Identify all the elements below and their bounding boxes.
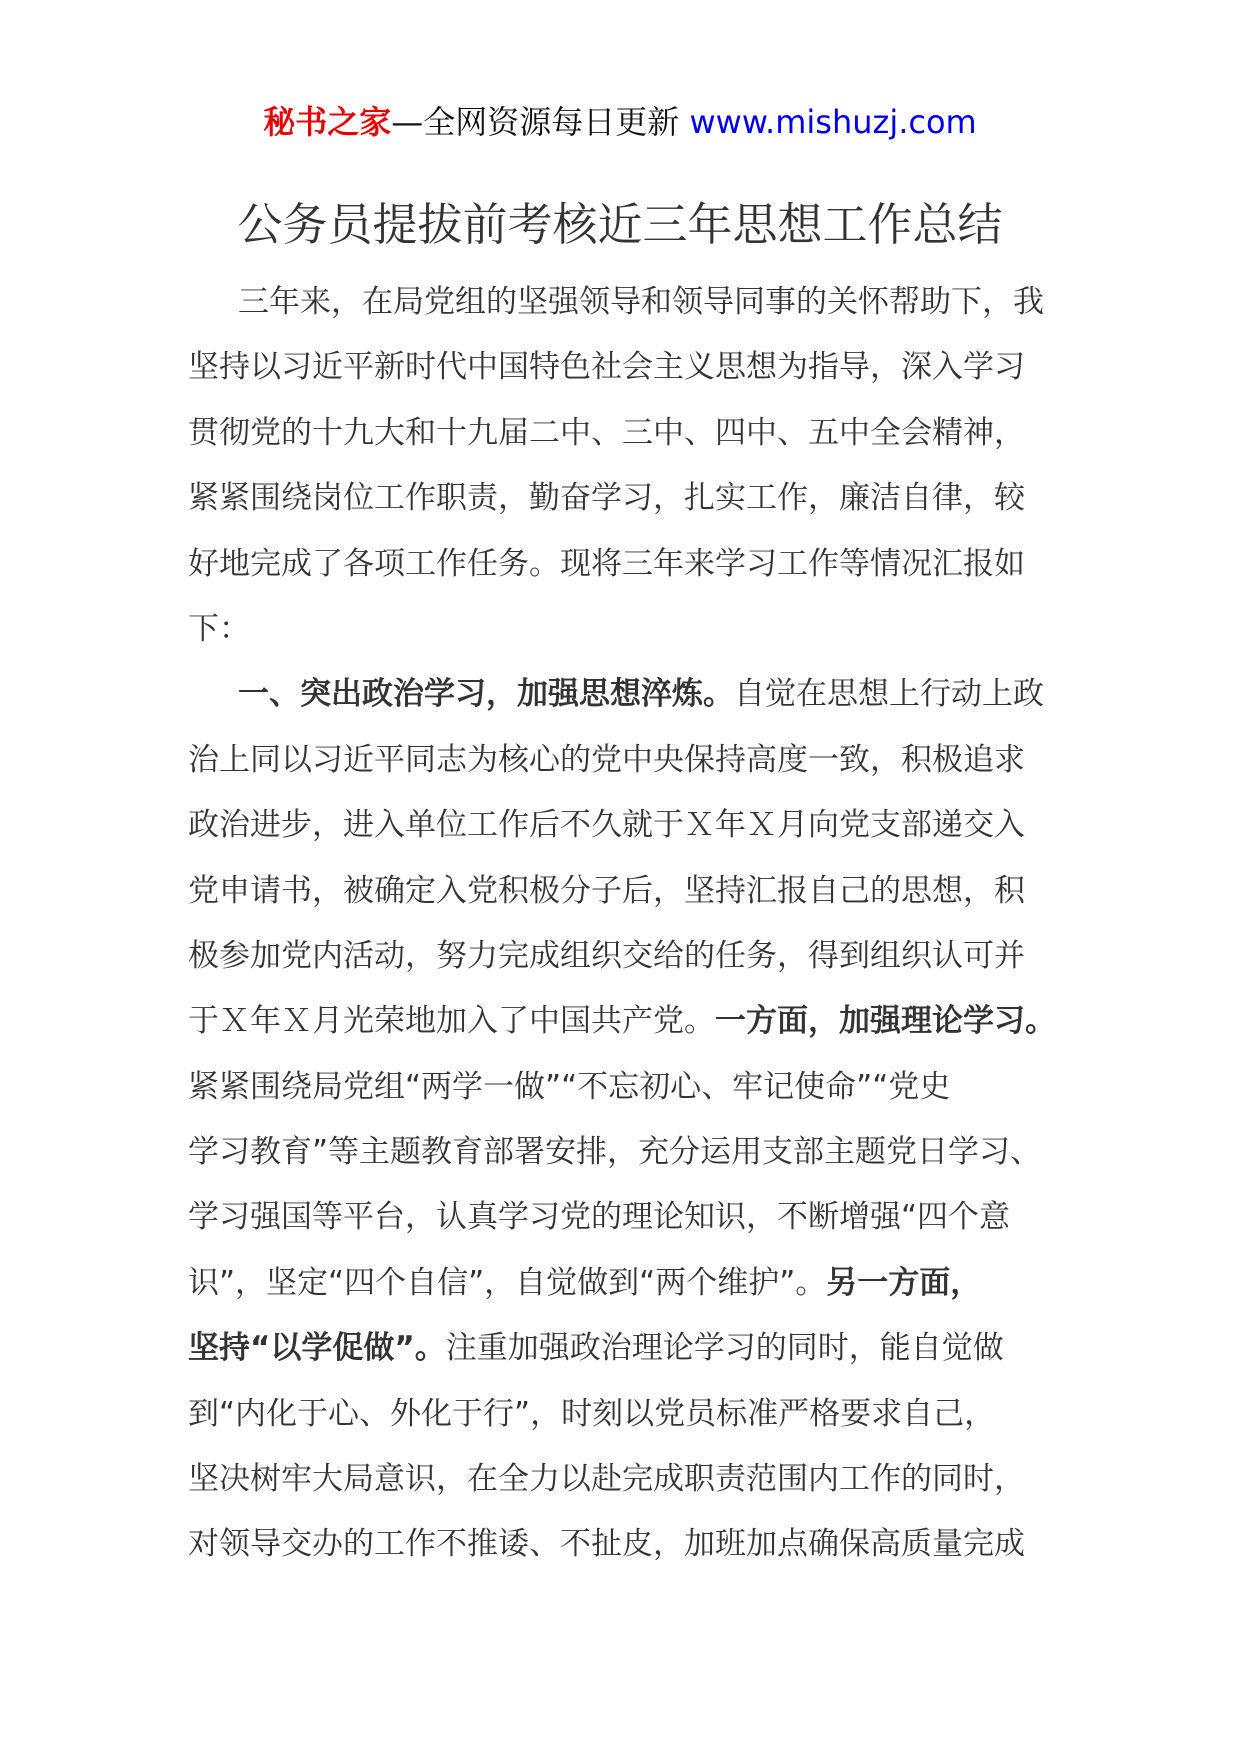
brand-name: 秘书之家 [263, 103, 392, 141]
text-line [188, 924, 1058, 989]
text-segment: 到“内化于心、外化于行”，时刻以党员标准严格要求自己， [188, 1395, 996, 1432]
document-title: 公务员提拔前考核近三年思想工作总结 [237, 198, 1003, 251]
text-segment: 紧紧围绕局党组“两学一做”“不忘初心、牢记使命”“党史 [188, 1068, 951, 1105]
text-segment: 于Ｘ年Ｘ月光荣地加入了中国共产党。 [188, 1003, 715, 1040]
text-segment: 学习强国等平台，认真学习党的理论知识，不断增强“四个意 [188, 1199, 1011, 1236]
text-line [188, 1316, 1058, 1381]
bold-text-segment: 另一方面， [826, 1264, 982, 1301]
site-url-link[interactable]: www.mishuzj.com [689, 103, 977, 141]
bold-text-segment: 一方面，加强理论学习。 [715, 1003, 1056, 1040]
text-line [188, 989, 1058, 1054]
text-line [188, 662, 1058, 727]
text-line [188, 1055, 1058, 1120]
text-segment: 治上同以习近平同志为核心的党中央保持高度一致，积极追求 [188, 741, 1025, 778]
text-segment: 对领导交办的工作不推诿、不扯皮，加班加点确保高质量完成 [188, 1526, 1025, 1563]
text-line [188, 793, 1058, 858]
text-line [188, 1447, 1058, 1512]
text-segment: 坚决树牢大局意识，在全力以赴完成职责范围内工作的同时， [188, 1461, 1025, 1498]
text-segment: 坚持以习近平新时代中国特色社会主义思想为指导，深入学习 [188, 349, 1025, 386]
text-line [188, 1185, 1058, 1250]
text-line [188, 1251, 1058, 1316]
text-line [188, 335, 1058, 400]
header-slogan: —全网资源每日更新 [391, 103, 680, 141]
text-segment: 好地完成了各项工作任务。现将三年来学习工作等情况汇报如 [188, 545, 1025, 582]
text-line [188, 1512, 1058, 1577]
text-segment: 政治进步，进入单位工作后不久就于Ｘ年Ｘ月向党支部递交入 [188, 807, 1025, 844]
bold-text-segment: 坚持“以学促做”。 [188, 1330, 446, 1367]
text-line [188, 401, 1058, 466]
text-segment: 识”，坚定“四个自信”，自觉做到“两个维护”。 [188, 1264, 827, 1301]
text-line [188, 1382, 1058, 1447]
document-body [188, 270, 1058, 1578]
text-segment: 极参加党内活动，努力完成组织交给的任务，得到组织认可并 [188, 937, 1025, 974]
text-line [188, 728, 1058, 793]
text-segment: 自觉在思想上行动上政 [734, 676, 1044, 713]
text-segment: 党申请书，被确定入党积极分子后，坚持汇报自己的思想，积 [188, 872, 1025, 909]
text-segment: 紧紧围绕岗位工作职责，勤奋学习，扎实工作，廉洁自律，较 [188, 480, 1025, 517]
bold-text-segment: 一、突出政治学习，加强思想淬炼。 [238, 676, 734, 713]
text-segment: 三年来，在局党组的坚强领导和领导同事的关怀帮助下，我 [238, 284, 1044, 320]
text-line [188, 859, 1058, 924]
text-line [188, 597, 1058, 662]
text-line [188, 1120, 1058, 1185]
text-segment: 学习教育”等主题教育部署安排，充分运用支部主题党日学习、 [188, 1134, 1042, 1171]
text-segment: 注重加强政治理论学习的同时，能自觉做 [445, 1330, 1004, 1367]
text-line [188, 270, 1058, 335]
site-header [0, 100, 1240, 144]
text-line [188, 532, 1058, 597]
text-line [188, 466, 1058, 531]
text-segment: 下： [188, 610, 250, 647]
text-segment: 贯彻党的十九大和十九届二中、三中、四中、五中全会精神， [188, 414, 1025, 451]
